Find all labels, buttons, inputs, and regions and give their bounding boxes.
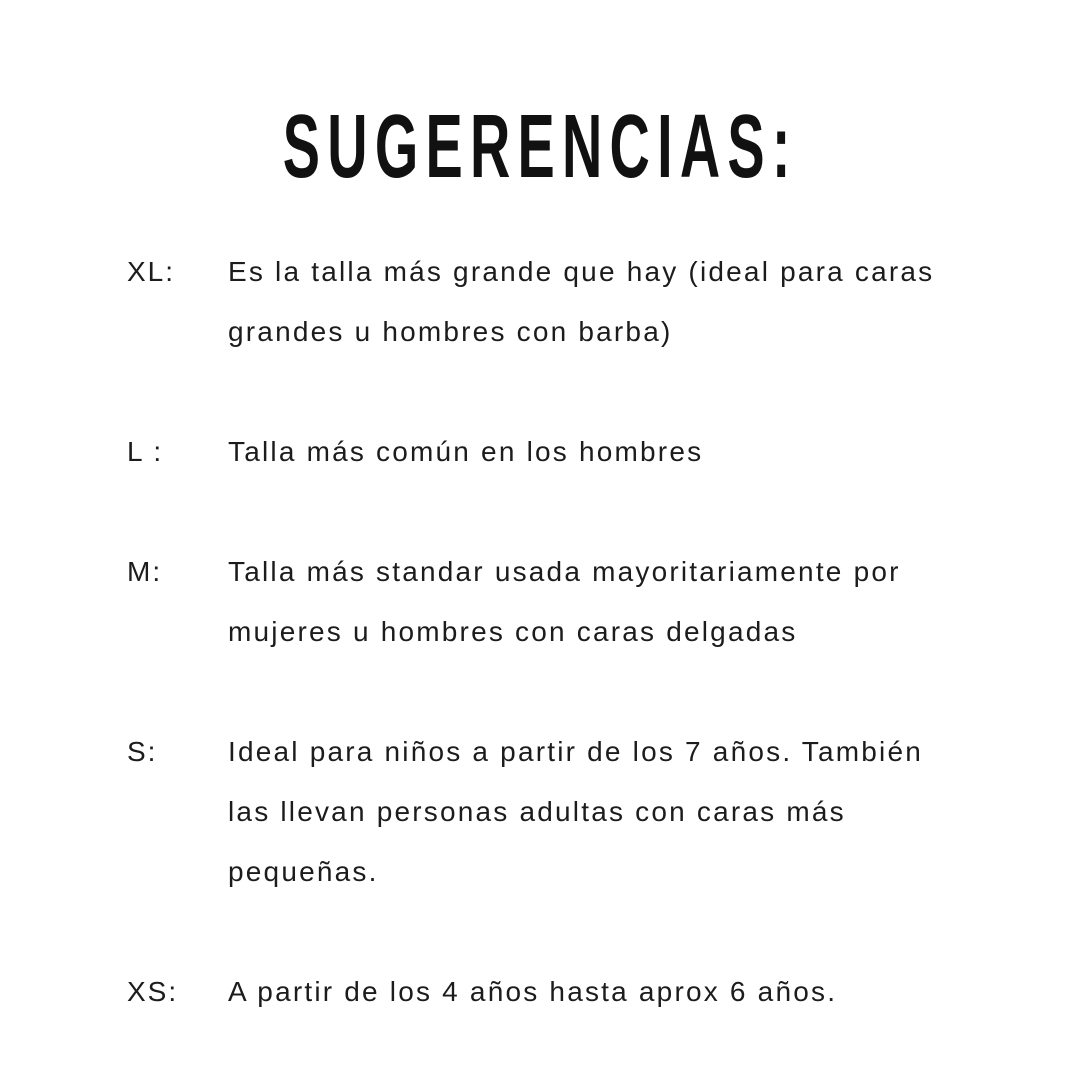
size-item-m xyxy=(127,542,1020,662)
title-container xyxy=(0,96,1080,206)
size-suggestions-list xyxy=(0,242,1080,1022)
size-description-s xyxy=(228,722,1020,902)
size-description-xs xyxy=(228,962,1020,1022)
size-description-xl xyxy=(228,242,1020,362)
size-label-m: M: xyxy=(127,556,163,587)
description-line: Ideal para niños a partir de los 7 años. También xyxy=(228,736,924,767)
description-line: Es la talla más grande que hay (ideal para caras xyxy=(228,256,935,287)
description-line: Talla más standar usada mayoritariamente por xyxy=(228,556,901,587)
size-item-xl xyxy=(127,242,1020,362)
description-line: las llevan personas adultas con caras más xyxy=(228,796,846,827)
size-item-s xyxy=(127,722,1020,902)
description-line: pequeñas. xyxy=(228,856,379,887)
size-label-xs: XS: xyxy=(127,976,179,1007)
description-line: grandes u hombres con barba) xyxy=(228,316,673,347)
size-label-s: S: xyxy=(127,736,158,767)
size-item-xs xyxy=(127,962,1020,1022)
page-title: SUGERENCIAS: xyxy=(282,97,798,197)
size-label-l: L : xyxy=(127,436,164,467)
size-label-xl: XL: xyxy=(127,256,176,287)
size-description-m xyxy=(228,542,1020,662)
description-line: A partir de los 4 años hasta aprox 6 años. xyxy=(228,976,838,1007)
description-line: mujeres u hombres con caras delgadas xyxy=(228,616,798,647)
size-description-l xyxy=(228,422,1020,482)
size-item-l xyxy=(127,422,1020,482)
description-line: Talla más común en los hombres xyxy=(228,436,704,467)
